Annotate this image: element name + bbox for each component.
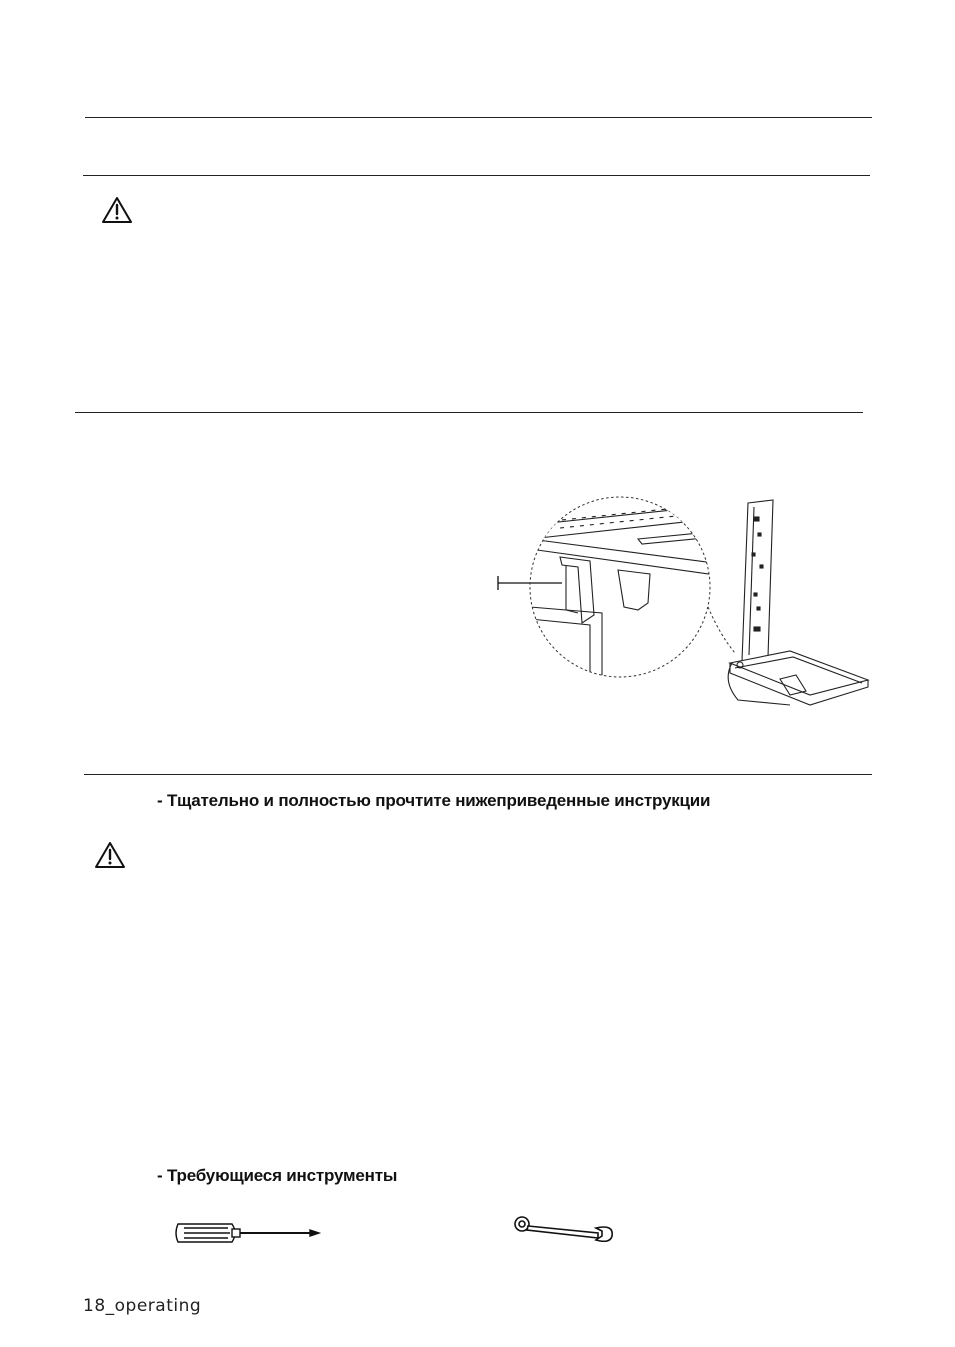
warning-triangle-icon xyxy=(94,841,126,869)
section-rule-4 xyxy=(84,774,872,775)
section-rule-2 xyxy=(83,175,870,176)
warning-triangle-icon xyxy=(101,196,133,224)
assembly-detail-illustration xyxy=(490,495,875,710)
page-footer-label: 18_operating xyxy=(83,1296,202,1316)
wrench-icon xyxy=(512,1214,616,1242)
section-rule-3 xyxy=(75,412,863,413)
section-rule-top xyxy=(85,117,872,118)
screwdriver-icon xyxy=(172,1218,322,1248)
instructions-heading: - Тщательно и полностью прочтите нижеприведенные инструкции xyxy=(157,791,711,810)
tools-heading: - Требующиеся инструменты xyxy=(157,1166,398,1185)
